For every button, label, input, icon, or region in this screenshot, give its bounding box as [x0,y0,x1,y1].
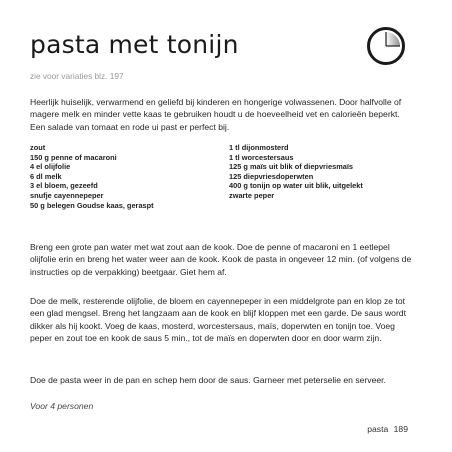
ingredient-item: 6 dl melk [30,171,62,181]
step-paragraph: Breng een grote pan water met wat zout aan de kook. Doe de penne of macaroni en 1 eetlepel olijfolie erin en breng het water weer aan de kook. Kook de pasta in ongeveer 12 min. (of volgens de instructies op de verpakking) beetgaar. Giet hem af. [30,242,412,277]
step-paragraph: Doe de melk, resterende olijfolie, de bloem en cayennepeper in een middelgrote pan en klop ze tot een glad mengsel. Breng het langzaam aan de kook en blijf kloppen met een garde. De saus wordt dikker als hij kookt. Voeg de kaas, mosterd, worcestersaus, maïs, doperwten en tonijn toe. Voeg peper en zout toe en kook de saus 5 min., tot de maïs en doperwten door en door warm zijn. [30,296,406,343]
clock-timer-icon [366,26,406,66]
ingredient-list-left [30,143,220,210]
ingredient-item: zwarte peper [229,190,275,200]
ingredient-list-right [229,143,429,201]
variations-reference: zie voor variaties blz. 197 [30,71,124,81]
ingredient-item: 400 g tonijn op water uit blik, uitgelekt [229,181,363,191]
ingredient-item: 125 g maïs uit blik of diepvriesmaïs [229,162,354,172]
servings-note: Voor 4 personen [30,401,94,411]
step-paragraph: Doe de pasta weer in de pan en schep hem door de saus. Garneer met peterselie en serveer. [30,375,386,385]
ingredient-item: zout [30,143,46,152]
ingredient-item: 150 g penne of macaroni [30,152,117,162]
ingredient-item: 1 tl dijonmosterd [229,143,289,152]
ingredient-item: 50 g belegen Goudse kaas, geraspt [30,200,154,210]
ingredient-item: 4 el olijfolie [30,162,71,172]
ingredient-item: snufje cayennepeper [30,190,104,200]
page-footer [367,424,408,434]
ingredient-item: 1 tl worcestersaus [229,152,294,162]
recipe-title: pasta met tonijn [30,30,239,59]
ingredient-item: 3 el bloem, gezeefd [30,181,98,191]
page-number: 189 [393,424,408,434]
footer-section: pasta [367,424,389,434]
ingredient-item: 125 diepvriesdoperwten [229,171,314,181]
recipe-intro: Heerlijk huiselijk, verwarmend en geliefd bij kinderen en hongerige volwassenen. Door halfvolle of magere melk en minder vette kaas te gebruiken houdt u de hoeveelheid vet en calorieën beperkt. Een salade van tomaat en rode ui past er perfect bij. [30,97,402,132]
